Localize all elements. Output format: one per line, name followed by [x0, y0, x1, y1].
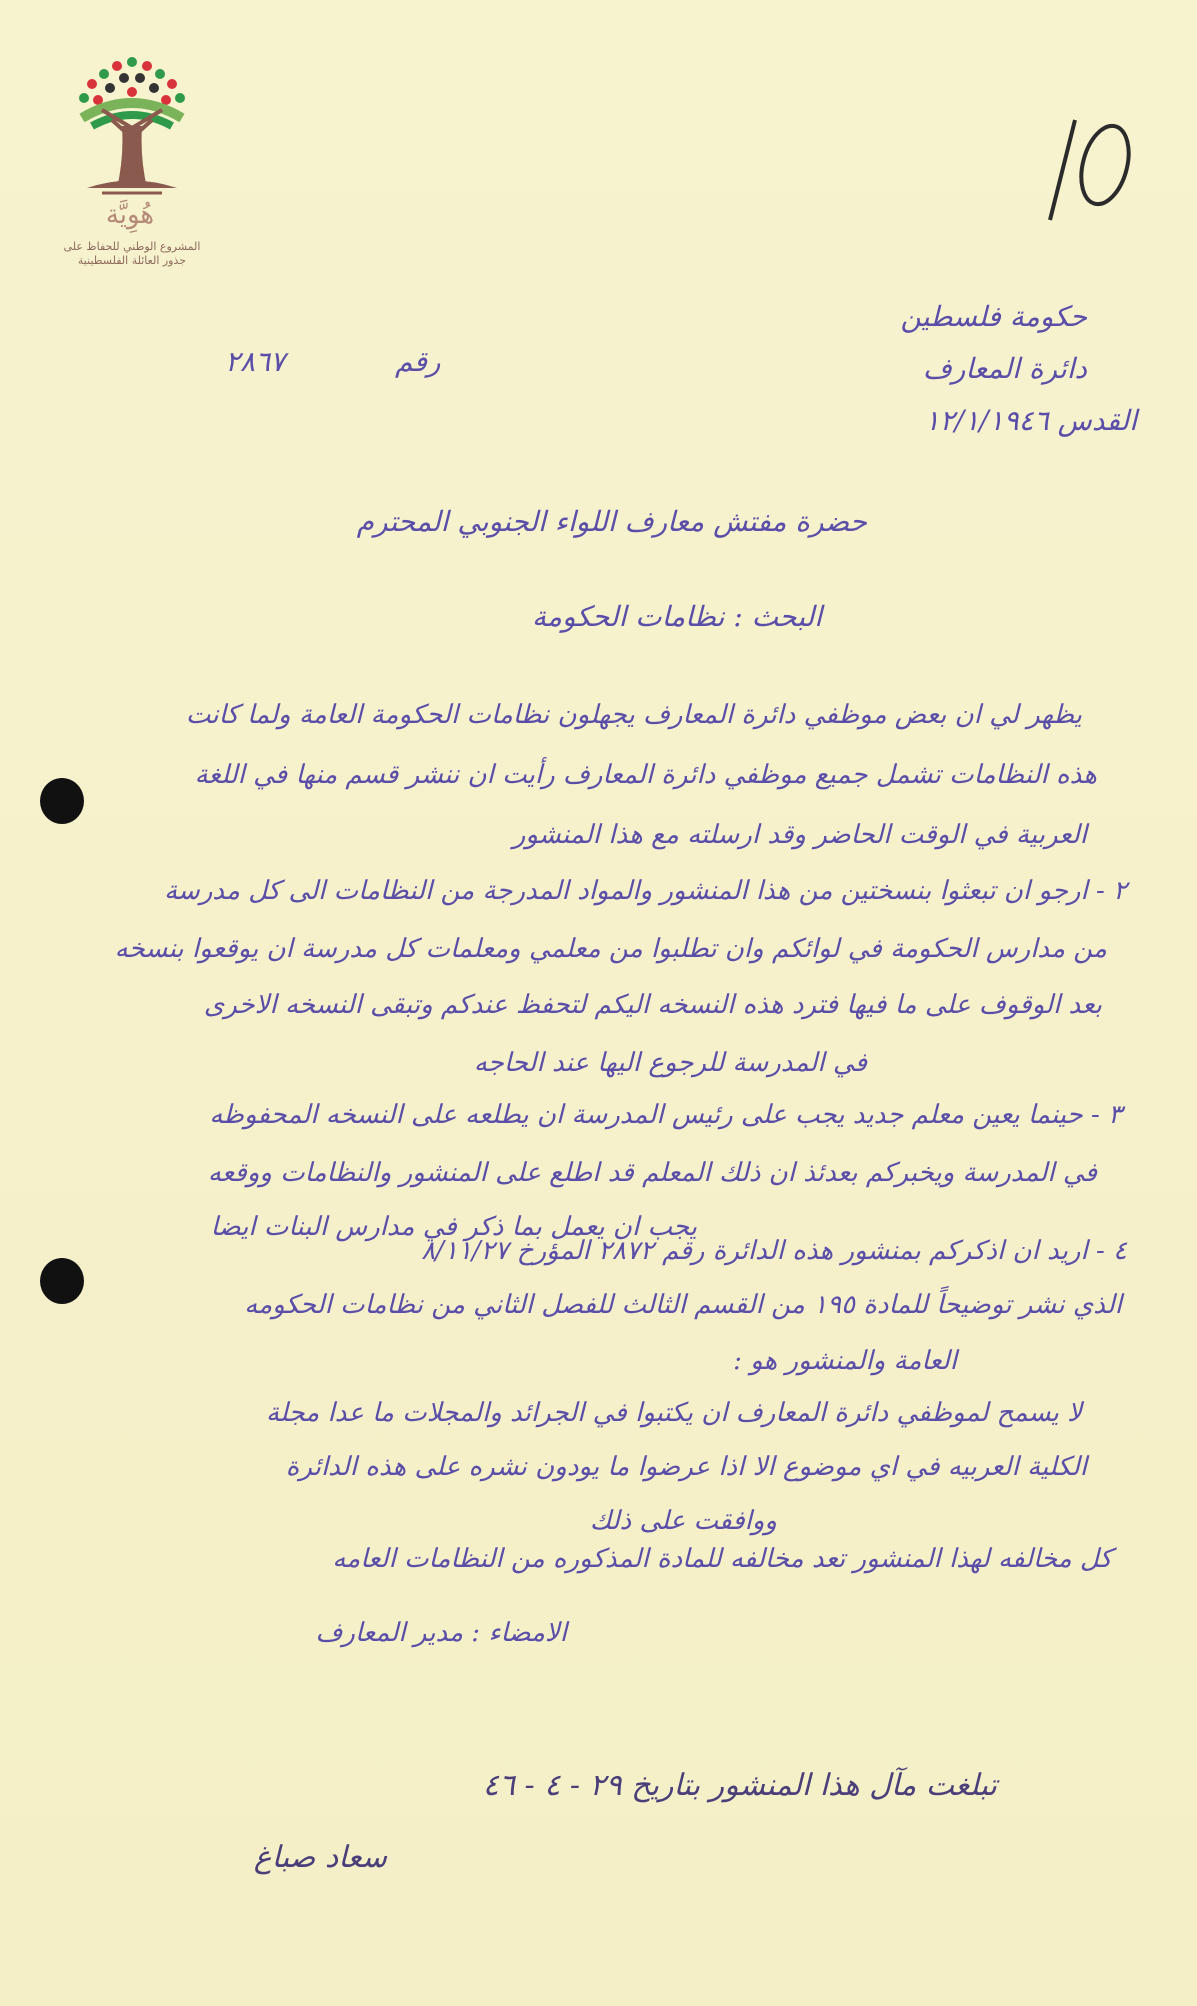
body-line: من مدارس الحكومة في لوائكم وان تطلبوا من معلمي ومعلمات كل مدرسة ان يوقعوا بنسخه: [114, 934, 1107, 964]
body-line: ووافقت على ذلك: [589, 1506, 777, 1536]
addressee: حضرة مفتش معارف اللواء الجنوبي المحترم: [356, 505, 867, 538]
body-line: العربية في الوقت الحاضر وقد ارسلته مع هذا المنشور: [512, 820, 1087, 850]
logo-caption-line: المشروع الوطني للحفاظ على: [63, 240, 201, 253]
acknowledgment-note: تبلغت مآل هذا المنشور بتاريخ ٢٩ - ٤ - ٤٦: [482, 1768, 997, 1803]
body-line: يجب ان يعمل بما ذكر في مدارس البنات ايضا: [210, 1212, 697, 1242]
logo-wordmark: هُوِيَّة: [105, 200, 155, 230]
body-line: ٤ - اريد ان اذكركم بمنشور هذه الدائرة رقم ٢٨٧٢ المؤرخ ٨/١١/٢٧: [421, 1236, 1127, 1266]
body-line: الذي نشر توضيحاً للمادة ١٩٥ من القسم الثالث للفصل الثاني من نظامات الحكومه: [244, 1290, 1122, 1320]
logo-caption: [62, 240, 202, 268]
signature-line: الامضاء : مدير المعارف: [315, 1618, 567, 1648]
body-line: في المدرسة ويخبركم بعدئذ ان ذلك المعلم قد اطلع على المنشور والنظامات ووقعه: [207, 1158, 1097, 1188]
letterhead-department: دائرة المعارف: [922, 352, 1087, 385]
body-line: ٢ - ارجو ان تبعثوا بنسختين من هذا المنشور والمواد المدرجة من النظامات الى كل مدرسة: [164, 876, 1127, 906]
punch-hole: [40, 1258, 84, 1304]
body-line: في المدرسة للرجوع اليها عند الحاجه: [473, 1048, 867, 1078]
body-line: الكلية العربيه في اي موضوع الا اذا عرضوا ما يودون نشره على هذه الدائرة: [285, 1452, 1087, 1482]
body-line: ٣ - حينما يعين معلم جديد يجب على رئيس المدرسة ان يطلعه على النسخه المحفوظه: [209, 1100, 1122, 1130]
body-line: كل مخالفه لهذا المنشور تعد مخالفه للمادة المذكوره من النظامات العامه: [332, 1544, 1112, 1574]
reference-number: ٢٨٦٧: [225, 345, 286, 378]
punch-hole: [40, 778, 84, 824]
subject-line: البحث : نظامات الحكومة: [532, 600, 822, 633]
logo-caption-line: جذور العائلة الفلسطينية: [77, 254, 187, 267]
folio-number: [1030, 110, 1140, 230]
body-line: لا يسمح لموظفي دائرة المعارف ان يكتبوا في الجرائد والمجلات ما عدا مجلة: [265, 1398, 1082, 1428]
body-line: هذه النظامات تشمل جميع موظفي دائرة المعارف رأيت ان ننشر قسم منها في اللغة: [194, 760, 1097, 790]
reference-label: رقم: [395, 345, 441, 378]
letterhead-place-date: القدس ١٢/١/١٩٤٦: [924, 404, 1137, 437]
body-line: العامة والمنشور هو :: [733, 1346, 957, 1376]
letterhead-government: حكومة فلسطين: [900, 300, 1087, 333]
body-line: يظهر لي ان بعض موظفي دائرة المعارف يجهلون نظامات الحكومة العامة ولما كانت: [185, 700, 1082, 730]
signer-name: سعاد صباغ: [253, 1840, 387, 1875]
family-tree-logo: [62, 48, 202, 268]
body-line: بعد الوقوف على ما فيها فترد هذه النسخه اليكم لتحفظ عندكم وتبقى النسخه الاخرى: [203, 990, 1102, 1020]
